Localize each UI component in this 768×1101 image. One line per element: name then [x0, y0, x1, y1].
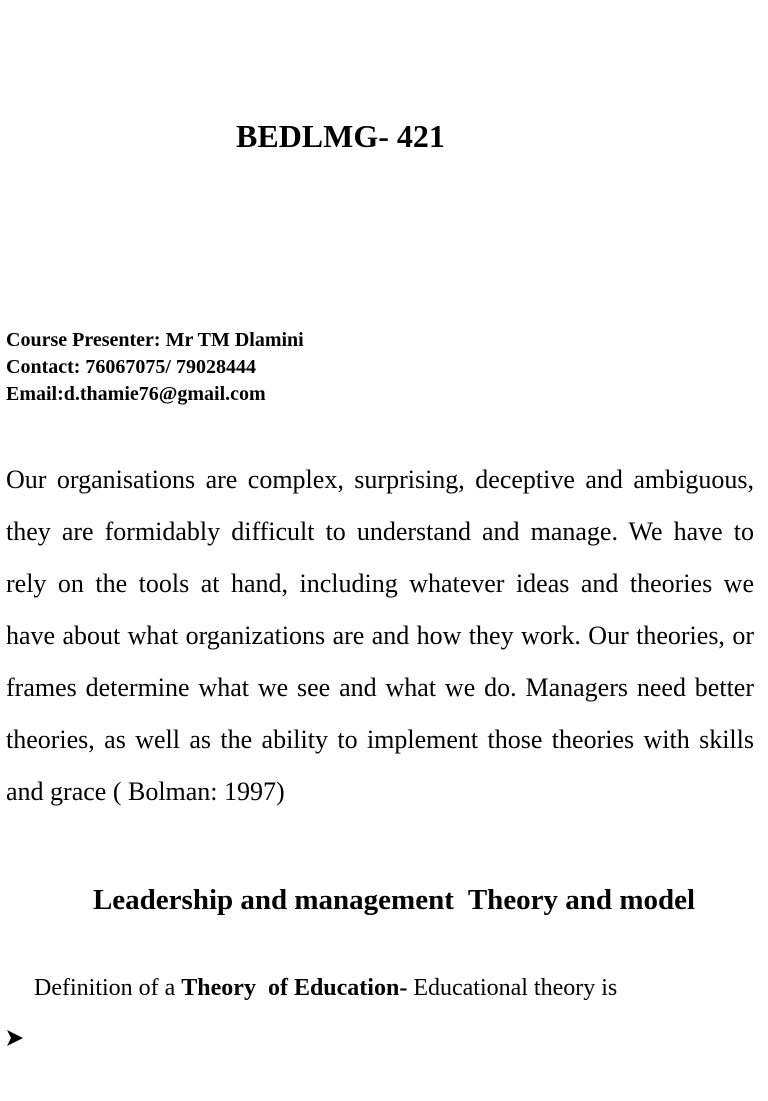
- section-heading: Leadership and management Theory and model: [92, 884, 696, 916]
- bullet-text-prefix: Definition of a: [34, 975, 182, 1001]
- course-code-title: BEDLMG- 421: [236, 118, 445, 154]
- bullet-bold-term: Theory of Education-: [181, 975, 408, 1001]
- course-presenter-line: Course Presenter: Mr TM Dlamini: [6, 329, 304, 351]
- contact-phone-line: Contact: 76067075/ 79028444: [6, 356, 256, 378]
- arrowhead-bullet-icon: [6, 975, 34, 1101]
- intro-paragraph: Our organisations are complex, surprising, deceptive and ambiguous, they are formidably difficult to understand and manage. We have to rely on the tools at hand, including whatever ideas and theories we have about what organizations are and how they work. Our theories, or frames determine what we see and what we do. Managers need better theories, as well as the ability to implement those theories with skills and grace ( Bolman: 1997): [6, 465, 754, 806]
- bullet-item: [6, 975, 617, 1101]
- bullet-text-suffix: Educational theory is: [407, 975, 618, 1001]
- contact-block: [6, 327, 304, 408]
- contact-email-line: Email:d.thamie76@gmail.com: [6, 383, 266, 405]
